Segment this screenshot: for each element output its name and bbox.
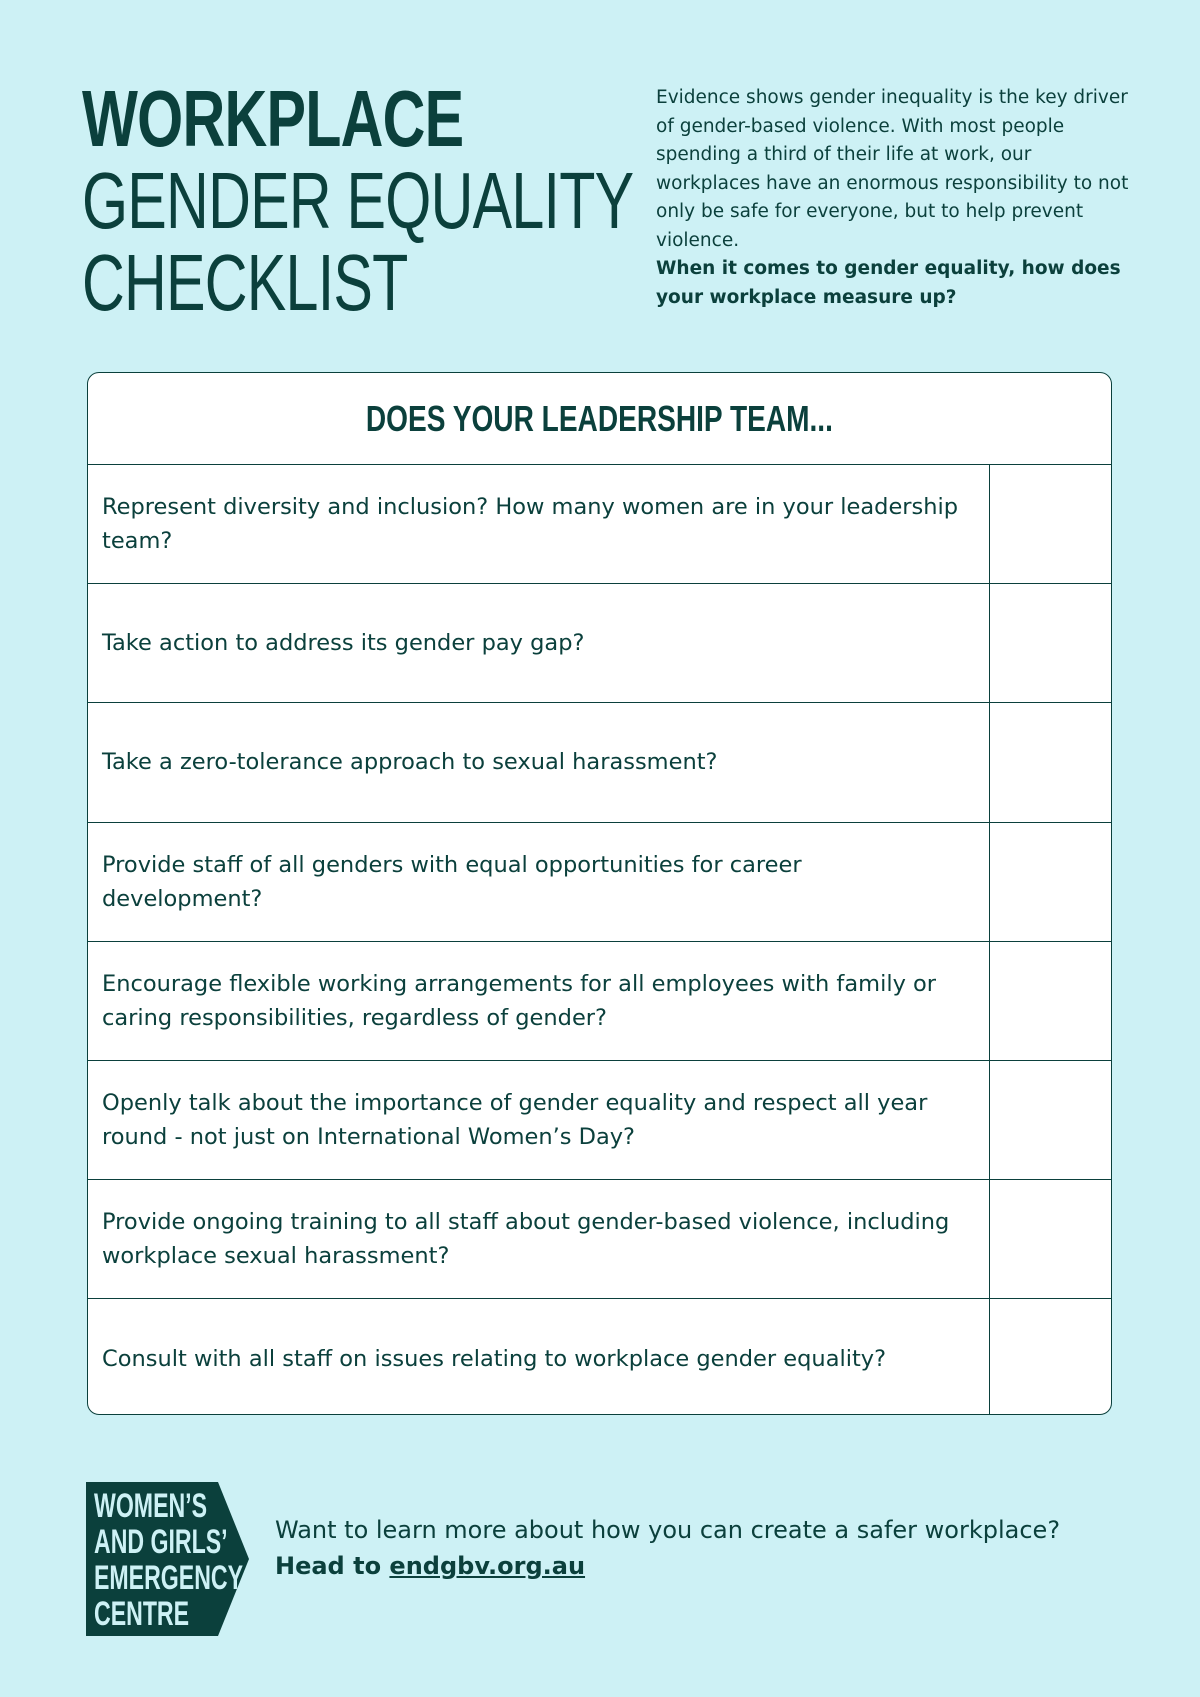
checklist-checkbox[interactable] <box>990 703 1111 821</box>
checklist-row <box>88 1299 1111 1415</box>
checklist-checkbox[interactable] <box>990 1061 1111 1179</box>
checklist-row <box>88 1061 1111 1180</box>
page-title <box>82 74 642 327</box>
checklist-checkbox[interactable] <box>990 465 1111 583</box>
title-line-1: WORKPLACE <box>82 74 464 163</box>
checklist-question: Provide staff of all genders with equal opportunities for career development? <box>88 823 990 941</box>
checklist-row <box>88 942 1111 1061</box>
checklist-checkbox[interactable] <box>990 1180 1111 1298</box>
checklist-checkbox[interactable] <box>990 584 1111 702</box>
logo-line: CENTRE <box>94 1595 190 1633</box>
checklist-checkbox[interactable] <box>990 942 1111 1060</box>
checklist-question: Take action to address its gender pay gap? <box>88 584 990 702</box>
checklist-heading: DOES YOUR LEADERSHIP TEAM... <box>88 373 1111 465</box>
footer-line: Want to learn more about how you can create a safer workplace? <box>275 1516 1061 1544</box>
checklist-row <box>88 823 1111 942</box>
checklist-row <box>88 465 1111 584</box>
logo-line: WOMEN’S <box>94 1487 208 1525</box>
intro-question: When it comes to gender equality, how does your workplace measure up? <box>656 258 1121 308</box>
checklist-checkbox[interactable] <box>990 1299 1111 1415</box>
checklist-question: Encourage flexible working arrangements for all employees with family or caring responsibilities, regardless of gender? <box>88 942 990 1060</box>
checklist-checkbox[interactable] <box>990 823 1111 941</box>
checklist-row <box>88 703 1111 822</box>
website-link[interactable]: endgbv.org.au <box>389 1552 586 1580</box>
checklist-question: Provide ongoing training to all staff about gender-based violence, including workplace sexual harassment? <box>88 1180 990 1298</box>
checklist-table <box>87 372 1112 1415</box>
footer-cta <box>275 1512 1060 1584</box>
footer-head-to: Head to <box>275 1552 390 1580</box>
title-line-2: GENDER EQUALITY <box>82 156 634 245</box>
checklist-question: Consult with all staff on issues relating to workplace gender equality? <box>88 1299 990 1415</box>
checklist-question: Represent diversity and inclusion? How many women are in your leadership team? <box>88 465 990 583</box>
logo-line: AND GIRLS’ <box>94 1523 228 1561</box>
checklist-question: Take a zero-tolerance approach to sexual harassment? <box>88 703 990 821</box>
intro-paragraph <box>656 84 1136 312</box>
checklist-question: Openly talk about the importance of gender equality and respect all year round - not just on International Women’s Day? <box>88 1061 990 1179</box>
checklist-row <box>88 584 1111 703</box>
logo-line: EMERGENCY <box>94 1559 244 1597</box>
intro-text: Evidence shows gender inequality is the key driver of gender-based violence. With most people spending a third of their life at work, our workplaces have an enormous responsibility to not only be safe for everyone, but to help prevent violence. <box>656 87 1129 251</box>
checklist-row <box>88 1180 1111 1299</box>
logo-text <box>86 1482 249 1636</box>
title-line-3: CHECKLIST <box>82 238 408 327</box>
